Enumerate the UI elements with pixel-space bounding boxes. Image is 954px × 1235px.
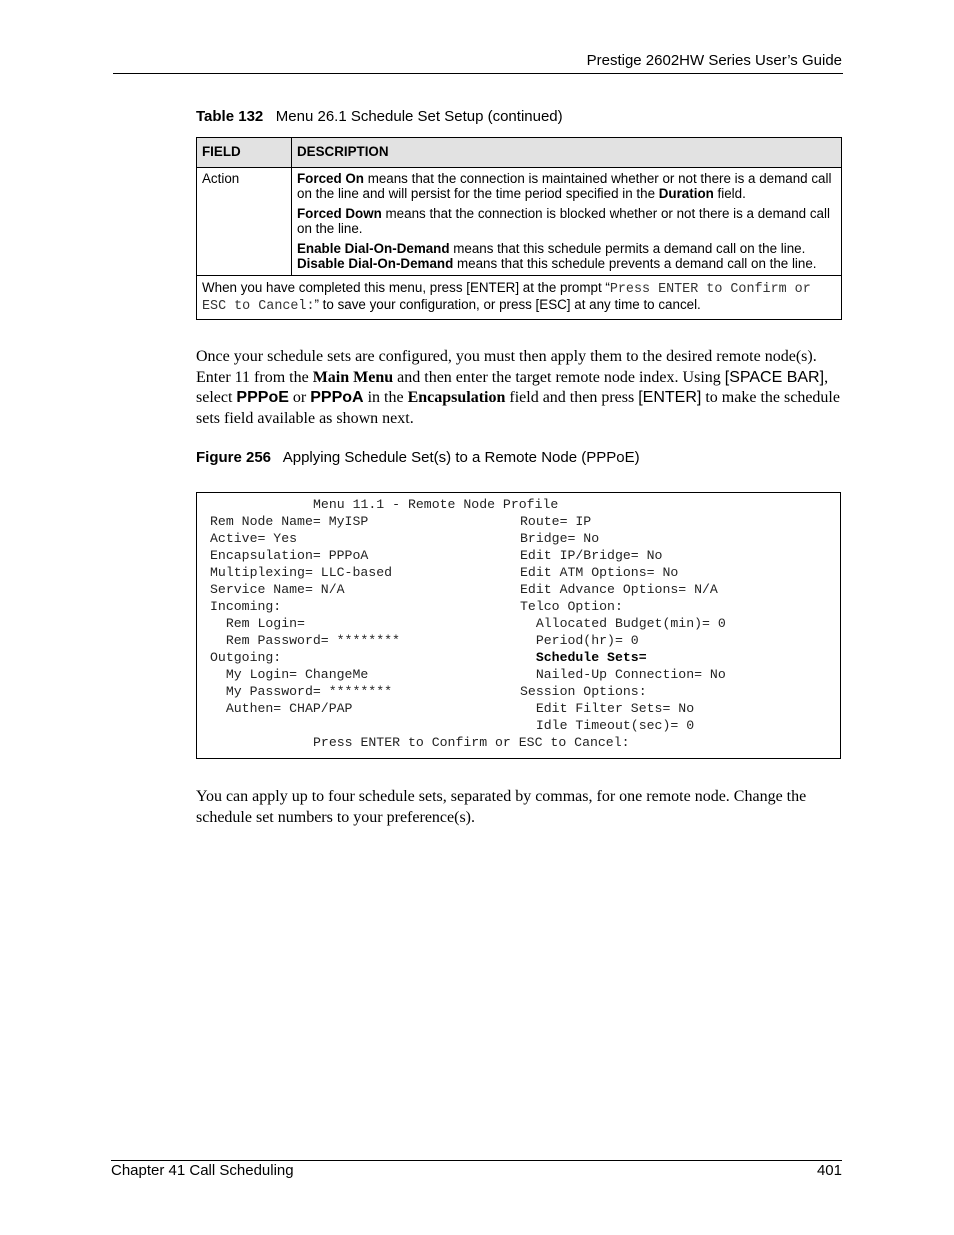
figure-caption [196,449,640,466]
screen-field-left: Rem Login= [210,616,305,631]
para-text: to make the schedule sets field available as shown next. [196,389,840,427]
screen-field-right: Session Options: [520,684,647,699]
desc-dial-on-demand [297,241,836,272]
term-pppoe: PPPoE [236,389,289,406]
screen-field-left: My Password= ******** [210,684,393,699]
screen-field-left: Incoming: [210,599,282,614]
table-caption-label: Table 132 [196,108,264,125]
screen-field-left: Multiplexing= LLC-based [210,565,393,580]
desc-text: field. [713,186,746,201]
term-forced-down: Forced Down [297,205,382,221]
para-text: in the [363,389,408,406]
screen-field-right: Nailed-Up Connection= No [520,667,726,682]
term-enable-dod: Enable Dial-On-Demand [297,240,450,256]
screen-field-right: Edit Advance Options= N/A [520,582,718,597]
term-duration: Duration [658,186,714,201]
table-footer-row [197,275,842,319]
screen-prompt: Press ENTER to Confirm or ESC to Cancel: [313,735,630,750]
desc-text: means that the connection is maintained whether or not there is a demand call on the line and will persist for the time period specified in the [297,170,832,201]
table-footer-note [197,275,842,319]
term-pppoa: PPPoA [310,389,364,406]
term-main-menu: Main Menu [312,368,394,386]
screen-field-right: Idle Timeout(sec)= 0 [520,718,695,733]
schedule-set-table [196,137,842,320]
note-text: ” to save your configuration, or press [ESC] at any time to cancel. [314,297,701,312]
screen-field-right: Route= IP [520,514,592,529]
screen-title: Menu 11.1 - Remote Node Profile [313,497,559,512]
table-row-action [197,167,842,275]
screen-field-left: Encapsulation= PPPoA [210,548,369,563]
footer-page-number: 401 [816,1162,842,1179]
term-encapsulation: Encapsulation [407,389,506,406]
screen-field-left: Service Name= N/A [210,582,345,597]
term-disable-dod: Disable Dial-On-Demand [297,256,454,271]
row-field-action: Action [197,167,292,275]
para-text: , select [196,368,829,406]
paragraph-closing: You can apply up to four schedule sets, separated by commas, for one remote node. Change the schedule set numbers to your preference(s). [196,788,807,826]
screen-field-right: Edit Filter Sets= No [520,701,695,716]
paragraph-intro [196,347,842,429]
table-header-row [197,138,842,168]
desc-text: means that the connection is blocked whether or not there is a demand call on the line. [297,205,830,236]
desc-text: means that this schedule permits a demand call on the line. [449,240,806,256]
screen-field-left: Authen= CHAP/PAP [210,701,353,716]
screen-field-right: Allocated Budget(min)= 0 [520,616,726,631]
header-rule [113,73,843,74]
table-caption [196,108,563,125]
screen-field-right: Edit IP/Bridge= No [520,548,663,563]
note-text: When you have completed this menu, press [ENTER] at the prompt “ [202,279,610,295]
screen-field-right: Bridge= No [520,531,600,546]
screen-field-right: Period(hr)= 0 [520,633,639,648]
terminal-screen [196,492,841,759]
figure-caption-text: Applying Schedule Set(s) to a Remote Node (PPPoE) [282,449,640,466]
para-text: Once your schedule sets are configured, you must then apply them to the desired remote node(s). Enter 11 from the [196,348,817,386]
para-text: or [288,389,311,406]
prompt-text: Press ENTER to Confirm or ESC to Cancel: [202,281,811,314]
para-text: and then enter the target remote node index. Using [393,368,725,386]
key-enter: [ENTER] [638,389,702,406]
screen-field-left: Active= Yes [210,531,298,546]
col-field-header: FIELD [197,138,292,168]
desc-text: means that this schedule prevents a demand call on the line. [453,256,817,271]
row-description-action [292,167,842,275]
term-forced-on: Forced On [297,170,364,186]
col-description-header: DESCRIPTION [292,138,842,168]
screen-field-left: Rem Password= ******** [210,633,400,648]
screen-field-left: My Login= ChangeMe [210,667,369,682]
screen-field-right: Telco Option: [520,599,623,614]
screen-field-schedule-sets: Schedule Sets= [520,650,647,665]
running-header: Prestige 2602HW Series User’s Guide [586,52,842,69]
screen-field-left: Rem Node Name= MyISP [210,514,369,529]
screen-field-right: Edit ATM Options= No [520,565,679,580]
screen-field-left: Outgoing: [210,650,282,665]
table-caption-text: Menu 26.1 Schedule Set Setup (continued) [275,108,563,125]
para-text: field and then press [505,389,639,406]
desc-forced-down [297,206,836,237]
key-space-bar: [SPACE BAR] [724,368,825,386]
desc-forced-on [297,171,836,202]
footer-chapter: Chapter 41 Call Scheduling [111,1162,294,1179]
footer-rule [111,1160,842,1161]
figure-caption-label: Figure 256 [196,449,272,466]
